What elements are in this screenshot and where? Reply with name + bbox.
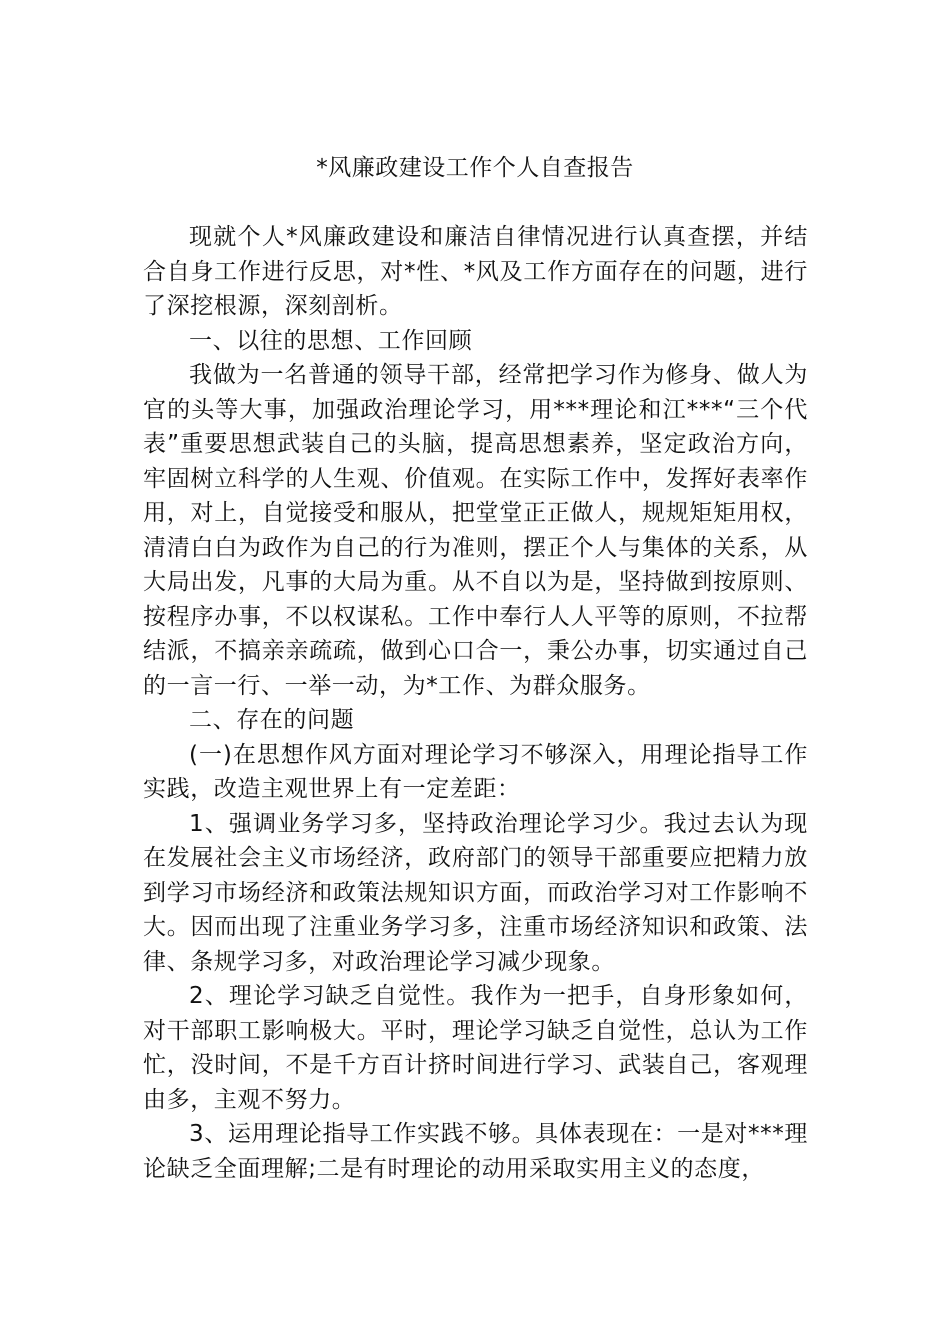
paragraph-item-3: 3、运用理论指导工作实践不够。具体表现在：一是对***理论缺乏全面理解;二是有时理论的动用采取实用主义的态度， (143, 1121, 808, 1182)
paragraph-item-1: 1、强调业务学习多，坚持政治理论学习少。我过去认为现在发展社会主义市场经济，政府部门的领导干部重要应把精力放到学习市场经济和政策法规知识方面，而政治学习对工作影响不大。因而出现了注重业务学习多，注重市场经济知识和政策、法律、条规学习多，对政治理论学习减少现象。 (143, 810, 808, 975)
document-body (143, 220, 808, 1186)
subsection-heading-1: (一)在思想作风方面对理论学习不够深入，用理论指导工作实践，改造主观世界上有一定差距： (143, 741, 808, 802)
section-heading-1: 一、以往的思想、工作回顾 (189, 327, 473, 354)
section-heading-2: 二、存在的问题 (189, 707, 355, 733)
paragraph-review: 我做为一名普通的领导干部，经常把学习作为修身、做人为官的头等大事，加强政治理论学习，用***理论和江***“三个代表”重要思想武装自己的头脑，提高思想素养，坚定政治方向，牢固树立科学的人生观、价值观。在实际工作中，发挥好表率作用，对上，自觉接受和服从，把堂堂正正做人，规规矩矩用权，清清白白为政作为自己的行为准则，摆正个人与集体的关系，从大局出发，凡事的大局为重。从不自以为是，坚持做到按原则、按程序办事，不以权谋私。工作中奉行人人平等的原则，不拉帮结派，不搞亲亲疏疏，做到心口合一，秉公办事，切实通过自己的一言一行、一举一动，为*工作、为群众服务。 (143, 362, 808, 699)
document-title: *风廉政建设工作个人自查报告 (316, 155, 634, 181)
paragraph-item-2: 2、理论学习缺乏自觉性。我作为一把手，自身形象如何，对干部职工影响极大。平时，理论学习缺乏自觉性，总认为工作忙，没时间，不是千方百计挤时间进行学习、武装自己，客观理由多，主观不努力。 (143, 983, 808, 1113)
paragraph-intro: 现就个人*风廉政建设和廉洁自律情况进行认真查摆，并结合自身工作进行反思，对*性、*风及工作方面存在的问题，进行了深挖根源，深刻剖析。 (143, 224, 808, 319)
